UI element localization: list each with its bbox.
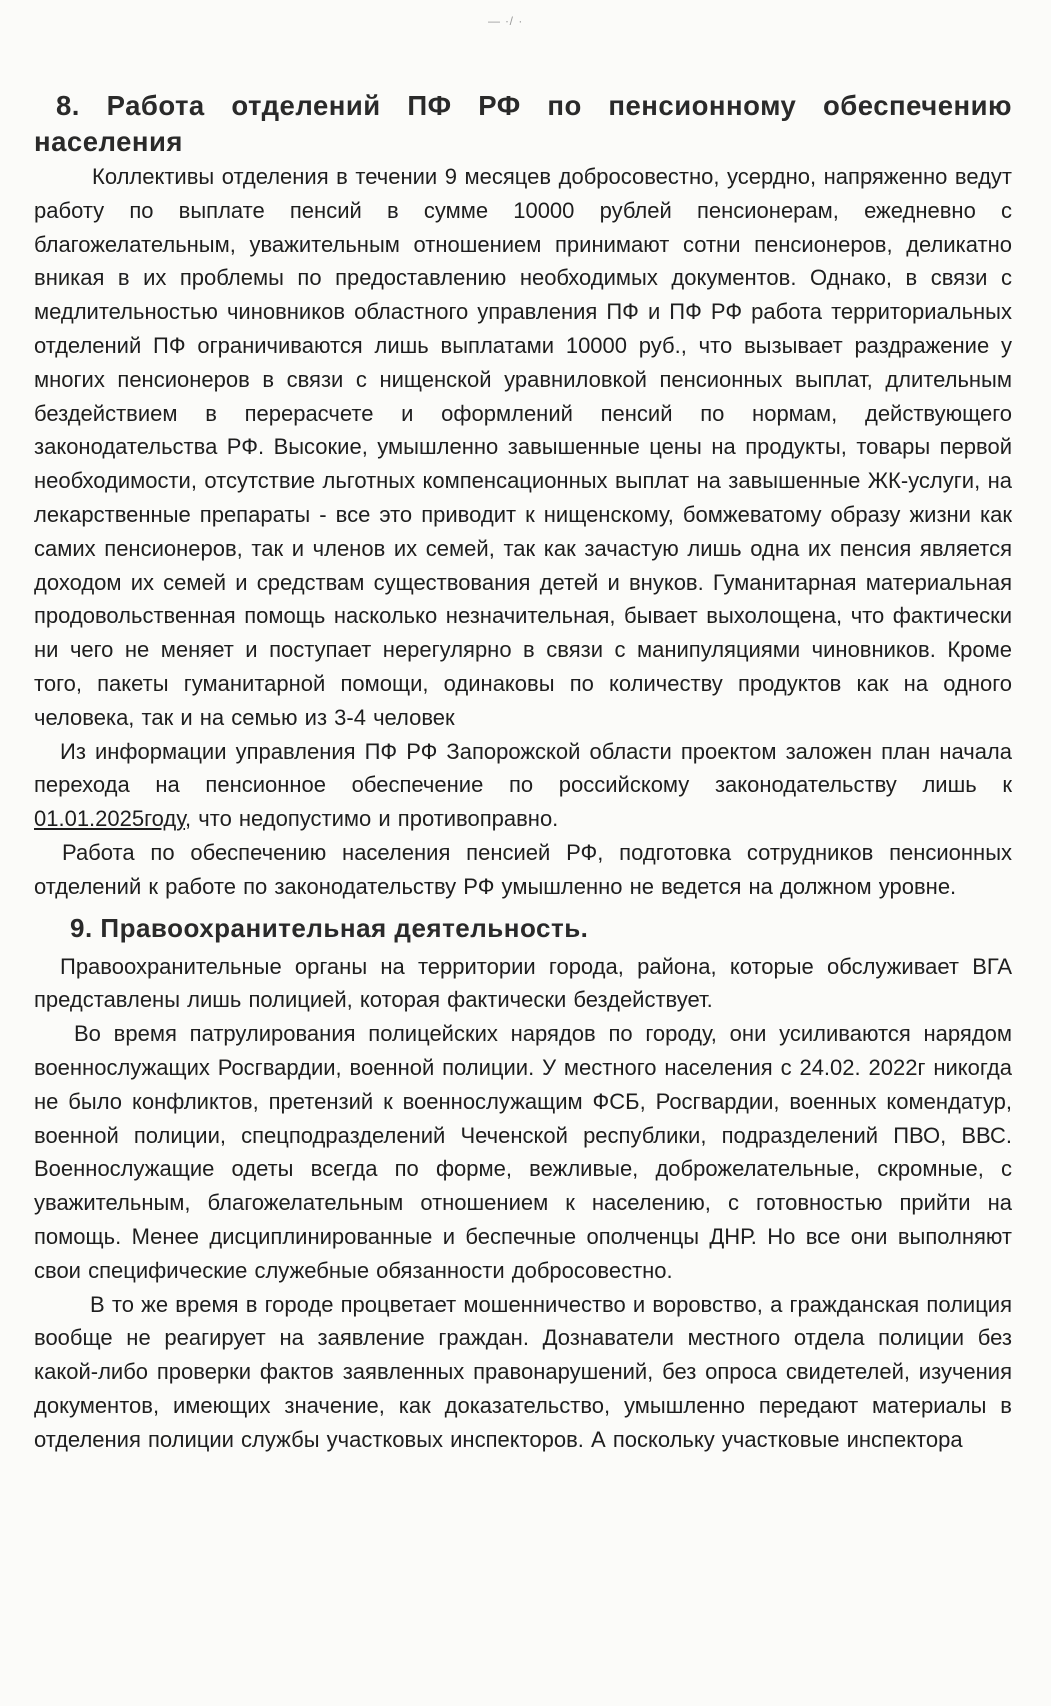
section-8-paragraph-1: Коллективы отделения в течении 9 месяцев добросовестно, усердно, напряженно ведут работу по выплате пенсий в сумме 10000 рублей пенсионерам, ежедневно с благожелательным, уважительным отношением принимают сотни пенсионеров, деликатно вникая в их проблемы по предоставлению необходимых документов. Однако, в связи с медлительностью чиновников областного управления ПФ и ПФ РФ работа территориальных отделений ПФ ограничиваются лишь выплатами 10000 руб., что вызывает раздражение у многих пенсионеров в связи с нищенской уравниловкой пенсионных выплат, длительным бездействием в перерасчете и оформлений пенсий по нормам, действующего законодательства РФ. Высокие, умышленно завышенные цены на продукты, товары первой необходимости, отсутствие льготных компенсационных выплат на завышенные ЖК-услуги, на лекарственные препараты - все это приводит к нищенскому, бомжеватому образу жизни как самих пенсионеров, так и членов их семей, так как зачастую лишь одна их пенсия является доходом их семей и средствам существования детей и внуков. Гуманитарная материальная продовольственная помощь насколько незначительная, бывает выхолощена, что фактически ни чего не меняет и поступает нерегулярно в связи с манипуляциями чиновников. Кроме того, пакеты гуманитарной помощи, одинаковы по количеству продуктов как на одного человека, так и на семью из 3-4 человек	[34, 164, 1012, 730]
document-body	[34, 88, 1012, 1456]
section-8-heading: 8. Работа отделений ПФ РФ по пенсионному обеспечению населения	[34, 90, 1012, 157]
paragraph-text-after-date: , что недопустимо и противоправно.	[185, 806, 559, 832]
header-mark: — ∙/ ·	[488, 14, 524, 28]
paragraph-text-before-date: Из информации управления ПФ РФ Запорожской области проектом заложен план начала перехода на пенсионное обеспечение по российскому законодательству лишь к	[34, 738, 1012, 798]
section-9-paragraph-2: Во время патрулирования полицейских нарядов по городу, они усиливаются нарядом военнослужащих Росгвардии, военной полиции. У местного населения с 24.02. 2022г никогда не было конфликтов, претензий к военнослужащим ФСБ, Росгвардии, военных комендатур, военной полиции, спецподразделений Чеченской республики, подразделений ПВО, ВВС. Военнослужащие одеты всегда по форме, вежливые, доброжелательные, скромные, с уважительным, благожелательным отношением к населению, с готовностью прийти на помощь. Менее дисциплинированные и беспечные ополченцы ДНР. Но все они выполняют свои специфические служебные обязанности добросовестно.	[34, 1021, 1012, 1283]
underlined-date: 01.01.2025году	[34, 806, 186, 832]
section-9-paragraph-3: В то же время в городе процветает мошенничество и воровство, а гражданская полиция вообще не реагирует на заявление граждан. Дознаватели местного отдела полиции без какой-либо проверки фактов заявленных правонарушений, без опроса свидетелей, изучения документов, имеющих значение, как доказательство, умышленно передают материалы в отделения полиции службы участковых инспекторов. А поскольку участковые инспектора	[34, 1291, 1012, 1452]
section-8-paragraph-2	[34, 735, 1012, 836]
section-9-heading: 9. Правоохранительная деятельность.	[70, 912, 589, 943]
section-8-paragraph-3: Работа по обеспечению населения пенсией РФ, подготовка сотрудников пенсионных отделений к работе по законодательству РФ умышленно не ведется на должном уровне.	[34, 839, 1012, 899]
section-9-paragraph-1: Правоохранительные органы на территории города, района, которые обслуживает ВГА представлены лишь полицией, которая фактически бездействует.	[34, 953, 1012, 1013]
